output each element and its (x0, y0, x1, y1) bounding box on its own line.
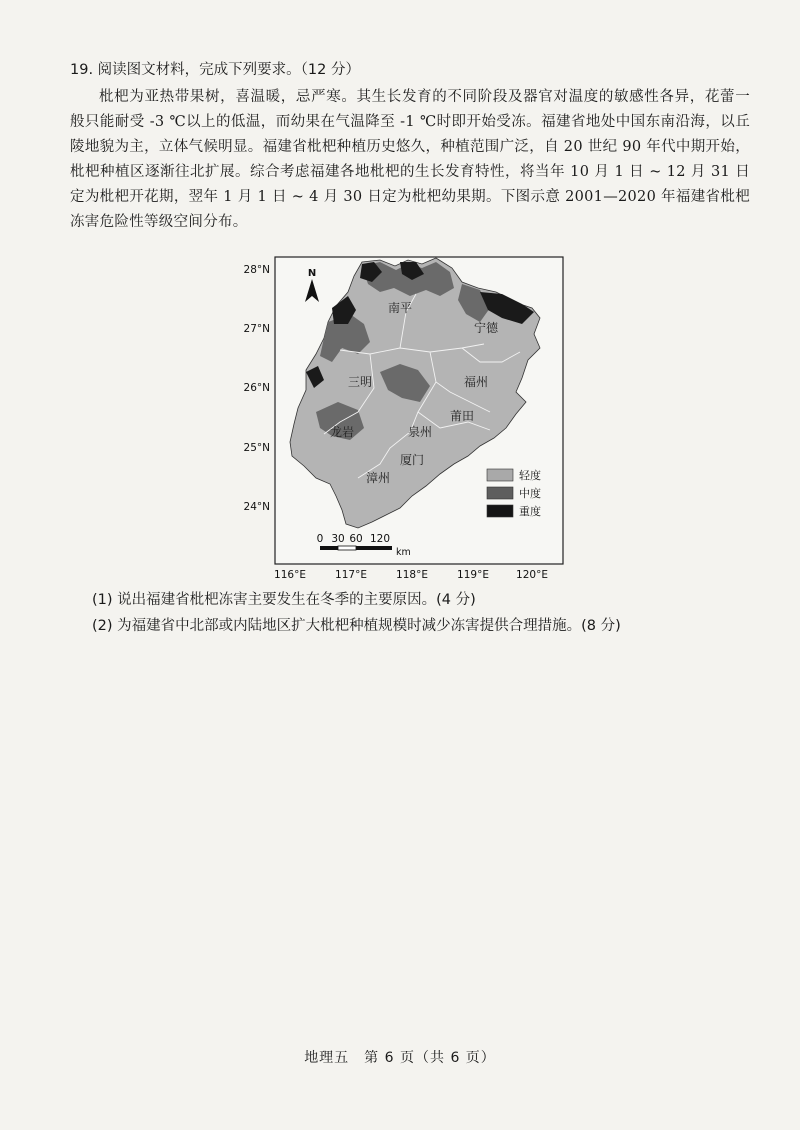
lon-label: 117°E (335, 569, 367, 581)
legend-swatch-light (487, 469, 513, 481)
city-label: 宁德 (473, 321, 499, 335)
lat-label: 25°N (243, 442, 270, 454)
city-label: 漳州 (365, 471, 391, 485)
page-footer: 地理五 第 6 页（共 6 页） (304, 1050, 496, 1066)
city-label: 龙岩 (329, 425, 355, 439)
question-header: 19. 阅读图文材料，完成下列要求。（12 分） (70, 62, 360, 78)
lat-label: 26°N (243, 382, 270, 394)
north-label: N (307, 268, 317, 279)
scale-tick-label: 0 (316, 533, 324, 545)
frost-hazard-map (240, 252, 570, 587)
lon-label: 120°E (516, 569, 548, 581)
city-label: 南平 (387, 301, 413, 315)
lon-label: 119°E (457, 569, 489, 581)
legend-label: 轻度 (519, 469, 541, 482)
scale-tick-label: 120 (369, 533, 391, 545)
lat-label: 27°N (243, 323, 270, 335)
legend-swatch-severe (487, 505, 513, 517)
city-label: 福州 (463, 375, 489, 389)
legend-swatch-medium (487, 487, 513, 499)
lat-label: 24°N (243, 501, 270, 513)
question-19 (70, 58, 750, 235)
lat-label: 28°N (243, 264, 270, 276)
city-label: 厦门 (399, 453, 425, 467)
city-label: 泉州 (407, 425, 433, 439)
sub-question-1: (1) 说出福建省枇杷冻害主要发生在冬季的主要原因。(4 分) (92, 592, 476, 608)
scale-tick-label: 60 (349, 533, 363, 545)
question-material: 枇杷为亚热带果树，喜温暖，忌严寒。其生长发育的不同阶段及器官对温度的敏感性各异，花蕾一般只能耐受 -3 ℃以上的低温，而幼果在气温降至 -1 ℃时即开始受冻。福建省地处中国东南沿海，以丘陵地貌为主，立体气候明显。福建省枇杷种植历史悠久，种植范围广泛，自 20 世纪 90 年代中期开始，枇杷种植区逐渐往北扩展。综合考虑福建各地枇杷的生长发育特性，将当年 10 月 1 日 ~ 12 月 31 日定为枇杷开花期，翌年 1 月 1 日 ~ 4 月 30 日定为枇杷幼果期。下图示意 2001—2020 年福建省枇杷冻害危险性等级空间分布。 (70, 89, 750, 230)
legend-label: 重度 (519, 505, 541, 518)
city-label: 三明 (347, 375, 373, 389)
lon-label: 118°E (396, 569, 428, 581)
sub-question-2: (2) 为福建省中北部或内陆地区扩大枇杷种植规模时减少冻害提供合理措施。(8 分) (92, 618, 621, 634)
scale-tick-label: 30 (331, 533, 345, 545)
map-svg (240, 252, 570, 587)
lon-label: 116°E (274, 569, 306, 581)
city-label: 莆田 (449, 409, 475, 423)
scale-unit: km (396, 547, 411, 558)
legend-label: 中度 (519, 487, 541, 500)
